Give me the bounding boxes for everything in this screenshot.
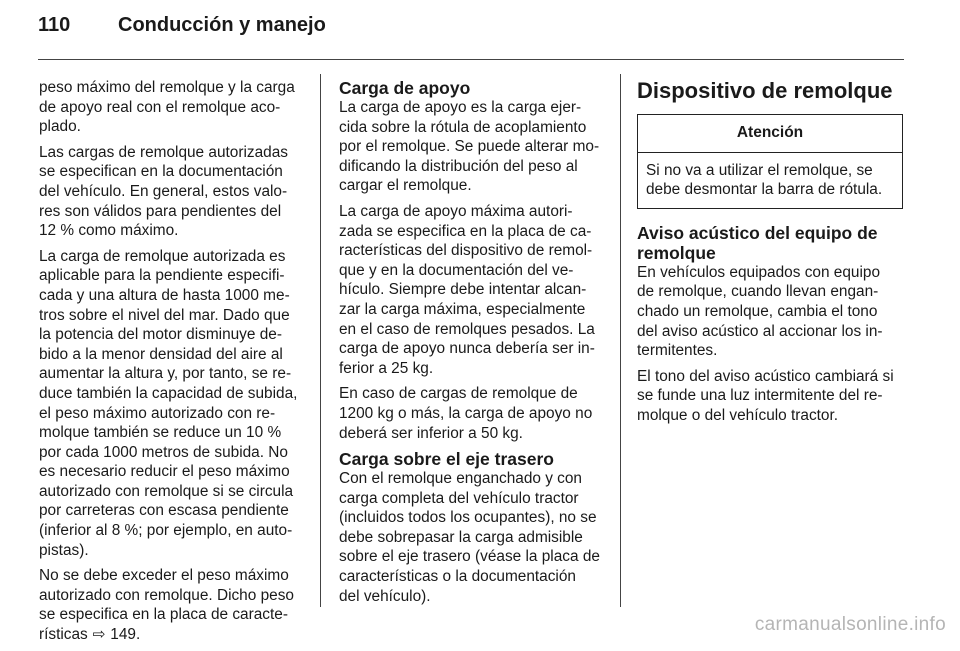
paragraph: Con el remolque enganchado y con carga completa del vehículo tractor (incluidos todos los ocupantes), no se debe sobrepasar la carga admisible sobre el eje trasero (véase la placa de características o la documentación del vehículo).: [339, 470, 600, 605]
paragraph-with-reference: [39, 566, 311, 644]
chapter-title: Conducción y manejo: [118, 14, 326, 36]
warning-box: [637, 114, 903, 209]
warning-title: Atención: [638, 115, 902, 153]
column-3: [637, 78, 903, 432]
warning-body: Si no va a utilizar el remolque, se debe desmontar la barra de rótula.: [646, 161, 883, 199]
paragraph: El tono del aviso acústico cambiará si se funde una luz intermitente del re- molque o del vehículo tractor.: [637, 367, 894, 424]
page-number: 110: [38, 14, 71, 36]
section-heading: Aviso acústico del equipo de remolque: [637, 222, 878, 263]
section-heading: Carga sobre el eje trasero: [339, 449, 554, 470]
column-2: [339, 78, 605, 612]
column-1: [39, 78, 311, 651]
column-divider: [320, 74, 321, 607]
paragraph: La carga de apoyo es la carga ejer- cida sobre la rótula de acoplamiento por el remolque. Se puede alterar mo- dificando la distribución del peso al cargar el remolque.: [339, 99, 600, 195]
paragraph: La carga de remolque autorizada es aplicable para la pendiente especifi- cada y una altura de hasta 1000 me- tros sobre el nivel del mar. Dado que la potencia del motor disminuye de- bido a la menor densidad del aire al aumentar la altura y, por tanto, se re- duce también la capacidad de subida, el peso máximo autorizado con re- molque también se reduce un 10 % por cada 1000 metros de subida. No es necesario reducir el peso máximo autorizado con remolque si se circula por carreteras con escasa pendiente (inferior al 8 %; por ejemplo, en auto- pistas).: [39, 247, 298, 559]
paragraph: Las cargas de remolque autorizadas se especifican en la documentación del vehículo. En general, estos valo- res son válidos para pendientes del 12 % como máximo.: [39, 143, 288, 240]
paragraph-text: No se debe exceder el peso máximo autorizado con remolque. Dicho peso se especifica en la placa de caracte- rísticas: [39, 567, 294, 644]
paragraph: La carga de apoyo máxima autori- zada se especifica en la placa de ca- racterísticas del dispositivo de remol- que y en la documentación del ve- hículo. Siempre debe intentar alcan- zar la carga máxima, especialmente en el caso de remolques pesados. La carga de apoyo nunca debería ser in- ferior a 25 kg.: [339, 202, 595, 377]
watermark: carmanualsonline.info: [754, 614, 946, 635]
column-divider: [620, 74, 621, 607]
page-ref-arrow-icon[interactable]: ⇨: [92, 626, 106, 644]
paragraph: En vehículos equipados con equipo de remolque, cuando llevan engan- chado un remolque, cambia el tono del aviso acústico al accionar los in- termitentes.: [637, 263, 883, 360]
page-ref-number[interactable]: 149.: [106, 626, 141, 644]
paragraph: peso máximo del remolque y la carga de apoyo real con el remolque aco- plado.: [39, 79, 295, 136]
section-heading: Carga de apoyo: [339, 78, 471, 98]
paragraph: En caso de cargas de remolque de 1200 kg o más, la carga de apoyo no deberá ser inferior a 50 kg.: [339, 385, 593, 442]
header-rule: [38, 59, 904, 60]
section-title: Dispositivo de remolque: [637, 78, 893, 103]
